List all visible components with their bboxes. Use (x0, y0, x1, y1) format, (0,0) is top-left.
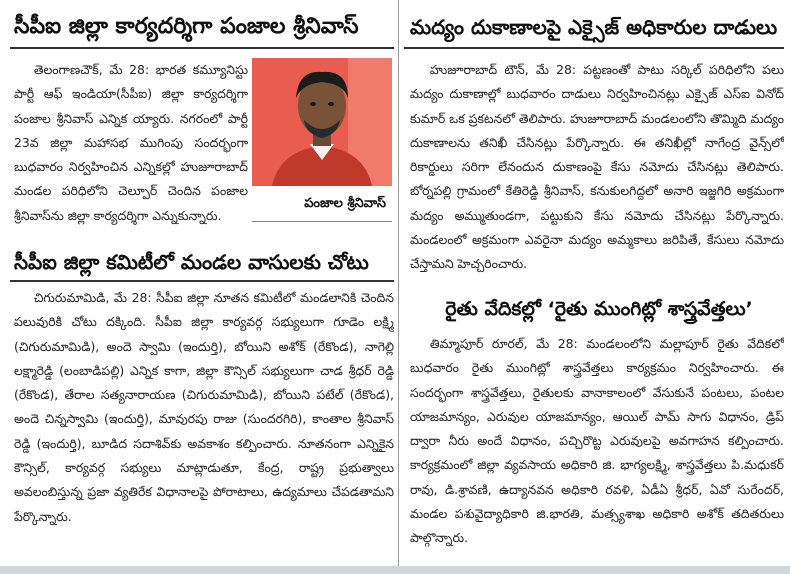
article-2-rule (10, 280, 394, 282)
article-3-rule (404, 47, 784, 49)
article-3-body: హుజూరాబాద్‌ టౌన్‌, మే 28: పట్టణంతో పాటు సర్కిల్‌ పరిధిలోని పలు మద్యం దుకాణాల్లో బుధవారం దాడులు నిర్వహించినట్లు ఎక్సైజ్‌ ఎస్‌ఐ వినోద్‌ కుమార్‌ ఒక ప్రకటనలో తెలిపారు. హుజూరాబాద్‌ మండలంలోని తొమ్మిది మద్యం దుకాణాలను తనిఖీ చేసినట్లు పేర్కొన్నారు. ఈ తనిఖీల్లో నాగేంద్ర వైన్స్‌లో రికార్డులు సరిగా లేనందున దుకాణంపై కేసు నమోదు చేసినట్లు తెలిపారు. బోర్నపల్లి గ్రామంలో కేతిరెడ్డి శ్రీనివాస్‌, కనుకులగిద్దలో అనారి ఇజ్జగిరి అక్రమంగా మద్యం అమ్ముతుండగా, పట్టుకుని కేసు నమోదు చేసినట్లు పేర్కొన్నారు. మండలంలో అక్రమంగా ఎవరైనా మద్యం అమ్మకాలు జరిపితే, కేసులు నమోదు చేస్తామని హెచ్చరించారు. (410, 62, 784, 272)
article-2-headline: సీపీఐ జిల్లా కమిటీలో మండల వాసులకు చోటు (14, 250, 369, 274)
article-2-body: చిగురుమామిడి, మే 28: సీపీఐ జిల్లా నూతన కమిటీలో మండలానికి చెందిన పలువురికి చోటు దక్కింది. సీపీఐ జిల్లా కార్యవర్గ సభ్యులుగా గూడెం లక్ష్మి (చిగురుమామిడి), అందె స్వామి (ఇందుర్తి), బోయిని అశోక్‌ (రేకొండ), నాగెల్లి లక్ష్మారెడ్డి (లంబాడిపల్లి) ఎన్నిక కాగా, జిల్లా కౌన్సిల్‌ సభ్యులుగా చాడ శ్రీధర్‌ రెడ్డి (రేకొండ), తేరాల సత్యనారాయణ (చిగురుమామిడి), బోయిని పటేల్‌ (రేకొండ), అందె చిన్నస్వామి (ఇందుర్తి), మావురపు రాజు (సుందరగిరి), కాంతాల శ్రీనివాస్‌ రెడ్డి (ఇందుర్తి), బూడిద సదాశివ్‌కు అవకాశం కల్పించారు. నూతనంగా ఎన్నికైన కౌన్సిల్‌, కార్యవర్గ సభ్యులు మాట్లాడుతూ, కేంద్ర, రాష్ట్ర ప్రభుత్వాలు అవలంబిస్తున్న ప్రజా వ్యతిరేక విధానాలపై పోరాటాలు, ఉద్యమాలు చేపడతామని పేర్కొన్నారు. (14, 290, 394, 524)
article-1-body: తెలంగాణచౌక్‌, మే 28: భారత కమ్యూనిస్టు పార్టీ ఆఫ్‌ ఇండియా(సీపీఐ) జిల్లా కార్యదర్శిగా పంజాల శ్రీనివాస్‌ ఎన్నిక య్యారు. నగరంలో పార్టీ 23వ జిల్లా మహాసభ ముగింపు సందర్భంగా బుధవారం నిర్వహించిన ఎన్నికల్లో హుజూరాబాద్‌ మండల పరిధిలోని చెల్పూర్‌ చెందిన పంజాల శ్రీనివాస్‌ను జిల్లా కార్యదర్శిగా ఎన్నుకున్నారు. (14, 62, 248, 223)
column-divider (398, 0, 399, 566)
portrait-photo (252, 58, 392, 186)
page-bottom-strip (0, 566, 790, 574)
article-1-headline: సీపీఐ జిల్లా కార్యదర్శిగా పంజాల శ్రీనివాస్ (14, 14, 359, 39)
article-4-body: తిమ్మాపూర్‌ రూరల్‌, మే 28: మండలంలోని మల్లాపూర్‌ రైతు వేదికలో బుధవారం రైతు ముంగిట్లో శాస్త్రవేత్తలు కార్యక్రమం నిర్వహించారు. ఈ సందర్భంగా శాస్త్రవేత్తలు, రైతులకు వానాకాలంలో వేసుకునే పంటలు, పంటల యాజమాన్యం, ఎరువుల యాజమాన్యం, ఆయిల్‌ పామ్‌ సాగు విధానం, డ్రిప్‌ ద్వారా నీరు అందే విధానం, పచ్చిరొట్ట ఎరువులపై అవగాహన కల్పించారు. కార్యక్రమంలో జిల్లా వ్యవసాయ అధికారి జి. భాగ్యలక్ష్మి, శాస్త్రవేత్తలు పి.మధుకర్‌ రావు, డి.శ్రావణి, ఉద్యానవన అధికారి రవళి, ఏడీఏ శ్రీధర్‌, ఏవో సురేందర్‌, మండల పశువైద్యాధికారి జి.భారతి, మత్స్యశాఖ అధికారి అశోక్‌ తదితరులు పాల్గొన్నారు. (410, 336, 784, 546)
article-1-rule (10, 47, 394, 49)
article-3-headline: మద్యం దుకాణాలపై ఎక్సైజ్‌ అధికారుల దాడులు (410, 15, 778, 39)
article-4-headline: రైతు వేదికల్లో ‘రైతు ముంగిట్లో శాస్త్రవేత్తలు’ (445, 298, 753, 320)
photo-caption: పంజాల శ్రీనివాస్‌ (252, 186, 392, 222)
